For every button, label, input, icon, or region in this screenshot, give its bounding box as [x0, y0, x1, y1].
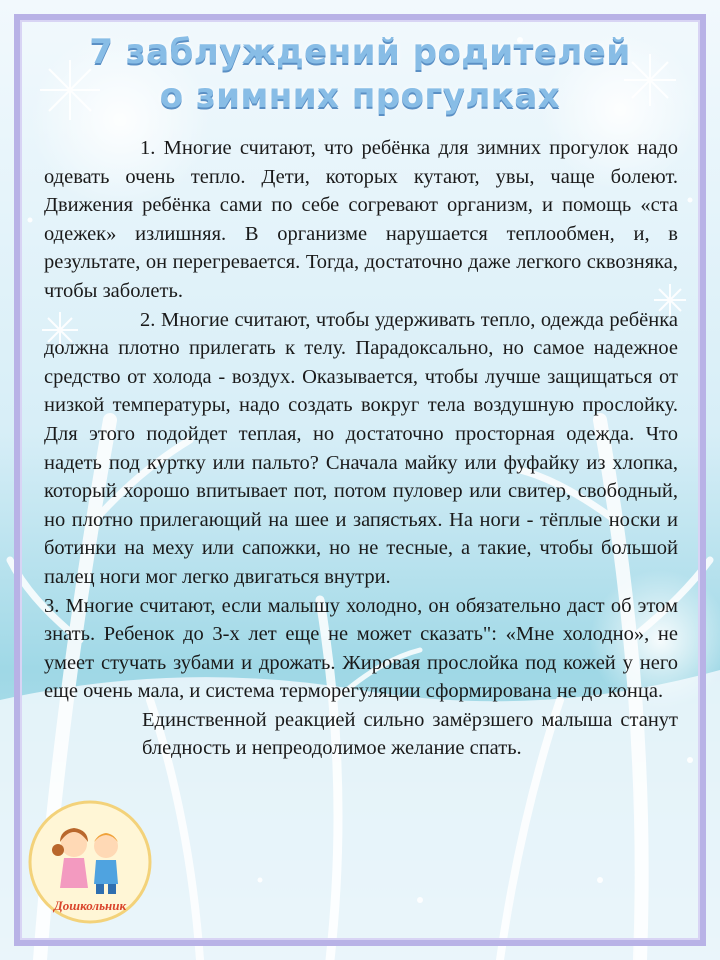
title-line-1: 7 заблуждений родителей [89, 32, 631, 72]
paragraph-2: 2. Многие считают, чтобы удерживать тепло, одежда ребёнка должна плотно прилегать к телу. Парадоксально, но самое надежное средство от холода - воздух. Оказывается, чтобы лучше защищаться от низкой температуры, надо создать вокруг тела воздушную прослойку. Для этого подойдет теплая, но достаточно просторная одежда. Что надеть под куртку или пальто? Сначала майку или фуфайку из хлопка, который хорошо впитывает пот, потом пуловер или свитер, свободный, но плотно прилегающий на шее и запястьях. На ноги - тёплые носки и ботинки на меху или сапожки, но не тесные, а такие, чтобы большой палец ноги мог легко двигаться внутри. [44, 308, 678, 588]
paragraph-3: 3. Многие считают, если малышу холодно, он обязательно даст об этом знать. Ребенок до 3-х лет еще не может сказать": «Мне холодно», не умеет стучать зубами и дрожать. Жировая прослойка под кожей у него еще очень мала, и система терморегуляции сформирована не до конца. [44, 594, 678, 703]
article-body [44, 134, 678, 763]
paragraph-1: 1. Многие считают, что ребёнка для зимних прогулок надо одевать очень тепло. Дети, которых кутают, увы, чаще болеют. Движения ребёнка сами по себе согревают организм, и помощь «ста одежек» излишняя. В организме нарушается теплообмен, и, в результате, он перегревается. Тогда, достаточно даже легкого сквозняка, чтобы заболеть. [44, 137, 678, 302]
paragraph-3-tail: Единственной реакцией сильно замёрзшего малыша станут бледность и непреодолимое желание спать. [142, 708, 678, 760]
page-title [0, 30, 720, 118]
paragraph-3-tail-wrap [44, 706, 678, 763]
title-line-2: о зимних прогулках [159, 76, 561, 116]
logo-text: Дошкольник [53, 898, 127, 913]
children-logo-icon [28, 800, 152, 924]
